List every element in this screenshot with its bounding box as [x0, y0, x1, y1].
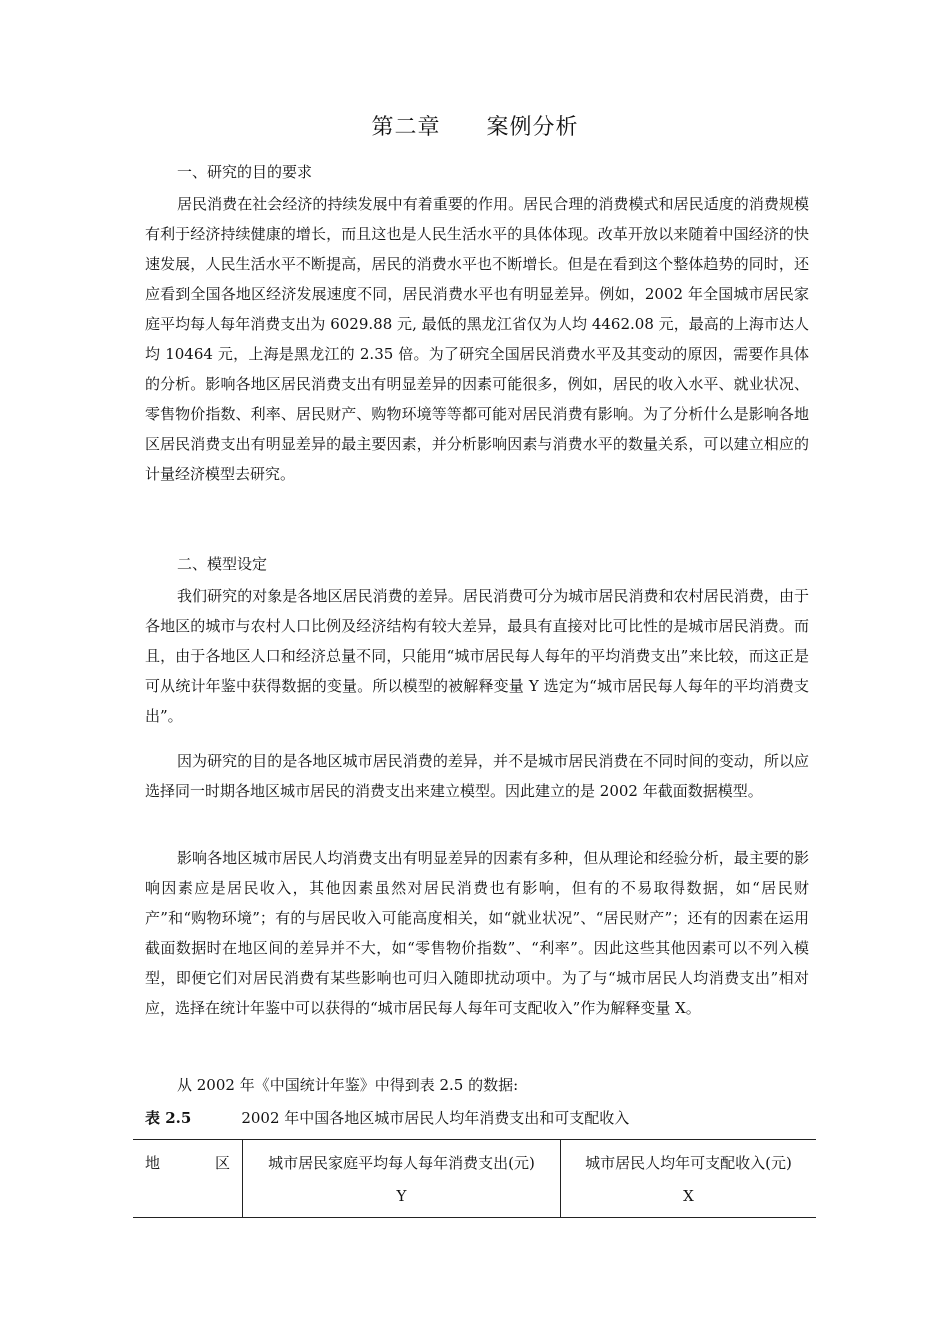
- consumption-column: [243, 1140, 561, 1217]
- paragraph-model-setting-3: 影响各地区城市居民人均消费支出有明显差异的因素有多种，但从理论和经验分析，最主要的影响因素应是居民收入，其他因素虽然对居民消费也有影响，但有的不易取得数据，如“居民财产”和“购物环境”；有的与居民收入可能高度相关，如“就业状况”、“居民财产”；还有的因素在运用截面数据时在地区间的差异并不大，如“零售物价指数”、“利率”。因此这些其他因素可以不列入模型，即便它们对居民消费有某些影响也可归入随即扰动项中。为了与“城市居民人均消费支出”相对应，选择在统计年鉴中可以获得的“城市居民每人每年可支配收入”作为解释变量 X。: [145, 849, 809, 1017]
- income-header: 城市居民人均年可支配收入(元): [585, 1154, 792, 1172]
- paragraph-research-purpose: 居民消费在社会经济的持续发展中有着重要的作用。居民合理的消费模式和居民适度的消费规模有利于经济持续健康的增长，而且这也是人民生活水平的具体体现。改革开放以来随着中国经济的快速发展，人民生活水平不断提高，居民的消费水平也不断增长。但是在看到这个整体趋势的同时，还应看到全国各地区经济发展速度不同，居民消费水平也有明显差异。例如，2002 年全国城市居民家庭平均每人每年消费支出为 6029.88 元, 最低的黑龙江省仅为人均 4462.08 元，最高的上海市达人均 10464 元，上海是黑龙江的 2.35 倍。为了研究全国居民消费水平及其变动的原因，需要作具体的分析。影响各地区居民消费支出有明显差异的因素可能很多，例如，居民的收入水平、就业状况、零售物价指数、利率、居民财产、购物环境等等都可能对居民消费有影响。为了分析什么是影响各地区居民消费支出有明显差异的最主要因素，并分析影响因素与消费水平的数量关系，可以建立相应的计量经济模型去研究。: [145, 195, 809, 483]
- section-heading-1: 一、研究的目的要求: [177, 163, 313, 181]
- section-heading-2: 二、模型设定: [177, 555, 268, 573]
- data-table: [133, 1139, 816, 1218]
- chapter-label: 第二章: [371, 115, 441, 140]
- region-char-2: 区: [214, 1154, 230, 1172]
- income-column: [561, 1140, 816, 1217]
- region-char-1: 地: [145, 1154, 161, 1172]
- paragraph-model-setting-2: 因为研究的目的是各地区城市居民消费的差异，并不是城市居民消费在不同时间的变动，所以应选择同一时期各地区城市居民的消费支出来建立模型。因此建立的是 2002 年截面数据模型。: [145, 752, 809, 800]
- chapter-name: 案例分析: [486, 115, 579, 140]
- consumption-symbol: Y: [396, 1187, 407, 1205]
- income-symbol: X: [683, 1187, 694, 1205]
- chapter-title: [0, 110, 950, 141]
- paragraph-model-setting-1: 我们研究的对象是各地区居民消费的差异。居民消费可分为城市居民消费和农村居民消费，由于各地区的城市与农村人口比例及经济结构有较大差异，最具有直接对比可比性的是城市居民消费。而且，由于各地区人口和经济总量不同，只能用“城市居民每人每年的平均消费支出”来比较，而这正是可从统计年鉴中获得数据的变量。所以模型的被解释变量 Y 选定为“城市居民每人每年的平均消费支出”。: [145, 587, 809, 725]
- table-title: 2002 年中国各地区城市居民人均年消费支出和可支配收入: [241, 1109, 630, 1127]
- table-number: 表 2.5: [145, 1109, 192, 1127]
- consumption-header: 城市居民家庭平均每人每年消费支出(元): [268, 1154, 535, 1172]
- paragraph-data-source: 从 2002 年《中国统计年鉴》中得到表 2.5 的数据:: [177, 1076, 519, 1094]
- region-header: [145, 1152, 230, 1173]
- region-column: [133, 1140, 243, 1217]
- table-caption: [145, 1105, 629, 1131]
